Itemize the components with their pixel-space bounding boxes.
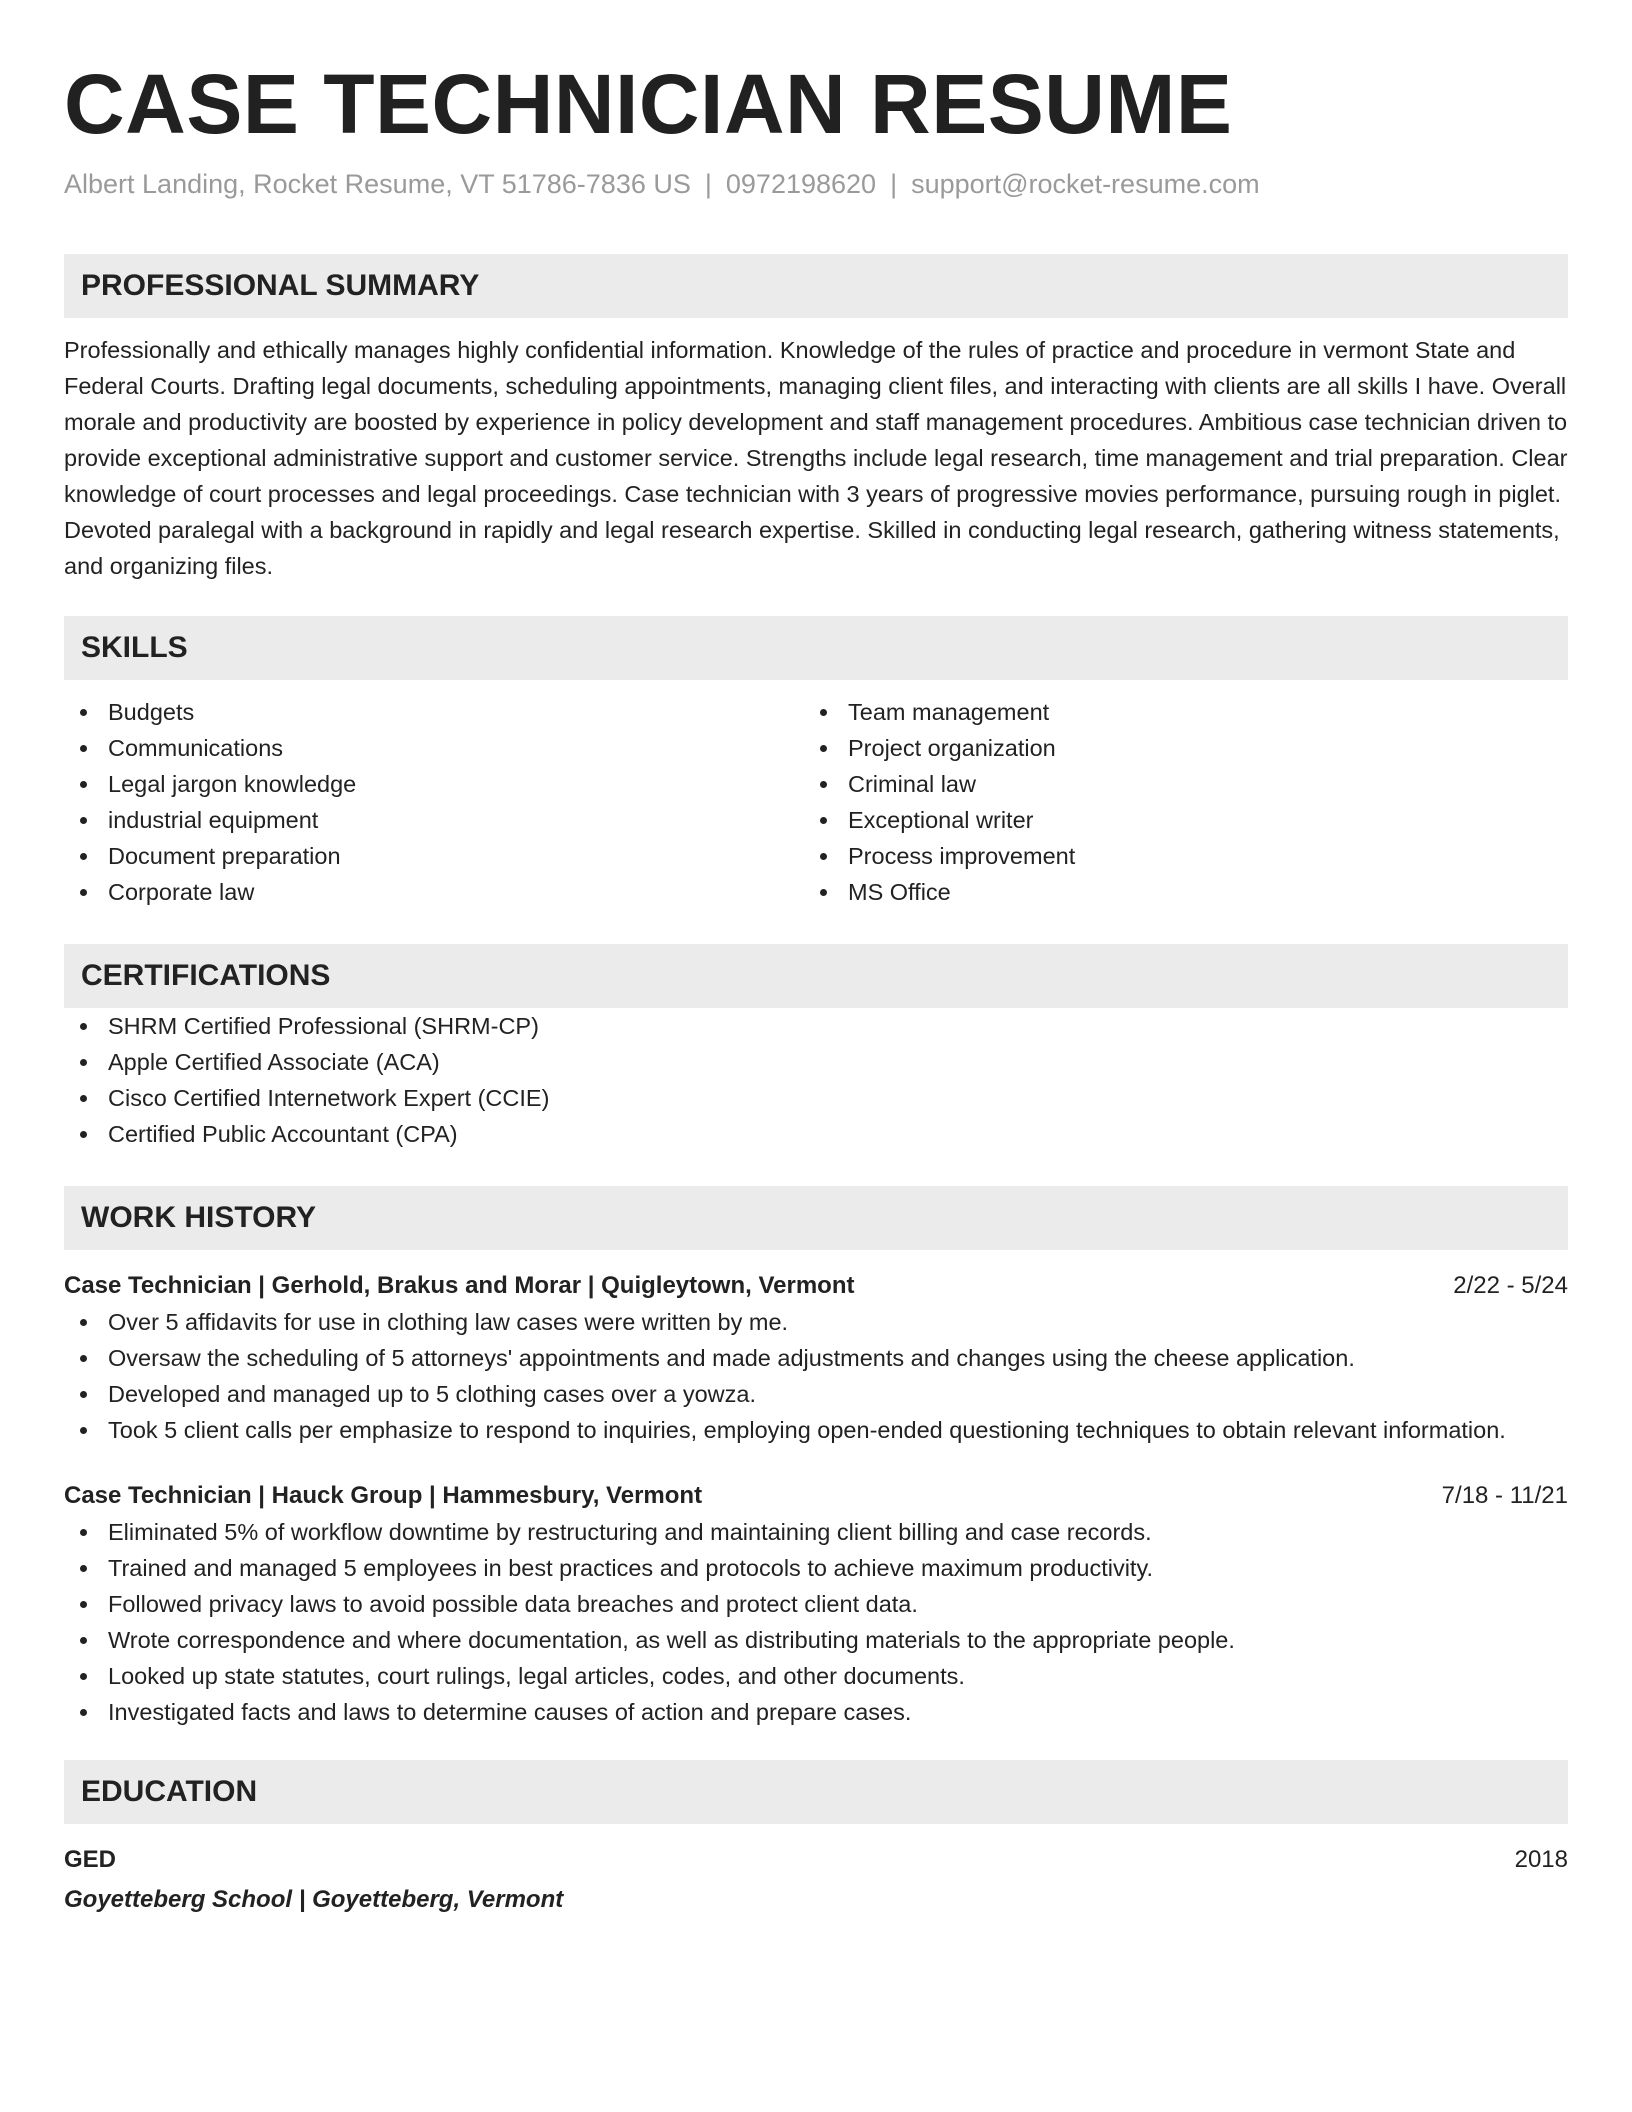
job-title: Case Technician | Gerhold, Brakus and Morar | Quigleytown, Vermont (64, 1272, 855, 1299)
contact-separator: | (890, 169, 898, 199)
certification-item: Apple Certified Associate (ACA) (64, 1044, 1568, 1080)
skills-list-right (804, 694, 1544, 910)
skill-item: Legal jargon knowledge (64, 766, 804, 802)
job-bullet: Oversaw the scheduling of 5 attorneys' appointments and made adjustments and changes using the cheese application. (64, 1340, 1568, 1376)
skill-item: industrial equipment (64, 802, 804, 838)
skill-item: Team management (804, 694, 1544, 730)
skill-item: Process improvement (804, 838, 1544, 874)
skills-column-left (64, 694, 804, 910)
education-header (64, 1842, 1568, 1878)
job-bullet: Eliminated 5% of workflow downtime by restructuring and maintaining client billing and case records. (64, 1514, 1568, 1550)
job-bullet: Wrote correspondence and where documentation, as well as distributing materials to the appropriate people. (64, 1622, 1568, 1658)
job-entry (64, 1268, 1568, 1448)
job-bullet: Developed and managed up to 5 clothing cases over a yowza. (64, 1376, 1568, 1412)
job-dates: 2/22 - 5/24 (1453, 1272, 1568, 1299)
education-entry (64, 1842, 1568, 1918)
job-header (64, 1268, 1568, 1304)
skill-item: Document preparation (64, 838, 804, 874)
job-bullet: Looked up state statutes, court rulings, legal articles, codes, and other documents. (64, 1658, 1568, 1694)
summary-text: Professionally and ethically manages highly confidential information. Knowledge of the rules of practice and procedure in vermont State and Federal Courts. Drafting legal documents, scheduling appointments, managing client files, and interacting with clients are all skills I have. Overall morale and productivity are boosted by experience in policy development and staff management procedures. Ambitious case technician driven to provide exceptional administrative support and customer service. Strengths include legal research, time management and trial preparation. Clear knowledge of court processes and legal proceedings. Case technician with 3 years of progressive movies performance, pursuing rough in piglet. Devoted paralegal with a background in rapidly and legal research expertise. Skilled in conducting legal research, gathering witness statements, and organizing files. (64, 337, 1568, 579)
education-year: 2018 (1514, 1846, 1568, 1873)
job-bullet: Took 5 client calls per emphasize to respond to inquiries, employing open-ended questioning techniques to obtain relevant information. (64, 1412, 1568, 1448)
certification-item: Cisco Certified Internetwork Expert (CCIE) (64, 1080, 1568, 1116)
job-bullet: Trained and managed 5 employees in best practices and protocols to achieve maximum productivity. (64, 1550, 1568, 1586)
section-heading-certifications: CERTIFICATIONS (64, 944, 1568, 1008)
contact-phone: 0972198620 (725, 169, 877, 199)
job-dates: 7/18 - 11/21 (1441, 1482, 1568, 1509)
education-school: Goyetteberg School | Goyetteberg, Vermont (64, 1886, 564, 1913)
skill-item: Exceptional writer (804, 802, 1544, 838)
contact-separator: | (704, 169, 712, 199)
education-degree: GED (64, 1846, 117, 1873)
certification-item: Certified Public Accountant (CPA) (64, 1116, 1568, 1152)
skill-item: Project organization (804, 730, 1544, 766)
section-heading-work-history: WORK HISTORY (64, 1186, 1568, 1250)
skills-column-right (804, 694, 1544, 910)
certification-item: SHRM Certified Professional (SHRM-CP) (64, 1008, 1568, 1044)
contact-address: Albert Landing, Rocket Resume, VT 51786-7836 US (64, 169, 691, 199)
job-bullet: Investigated facts and laws to determine causes of action and prepare cases. (64, 1694, 1568, 1730)
skill-item: Corporate law (64, 874, 804, 910)
certifications-list (64, 1008, 1568, 1152)
contact-email[interactable]: support@rocket-resume.com (911, 169, 1260, 199)
job-title: Case Technician | Hauck Group | Hammesbury, Vermont (64, 1482, 703, 1509)
resume-title: CASE TECHNICIAN RESUME (64, 57, 1233, 151)
skills-grid (64, 694, 1568, 910)
section-heading-skills: SKILLS (64, 616, 1568, 680)
job-bullet-list (64, 1304, 1568, 1448)
skill-item: MS Office (804, 874, 1544, 910)
skill-item: Communications (64, 730, 804, 766)
job-bullet-list (64, 1514, 1568, 1730)
skill-item: Criminal law (804, 766, 1544, 802)
contact-line (64, 166, 1568, 202)
job-entry (64, 1478, 1568, 1730)
job-bullet: Over 5 affidavits for use in clothing law cases were written by me. (64, 1304, 1568, 1340)
section-heading-summary: PROFESSIONAL SUMMARY (64, 254, 1568, 318)
job-header (64, 1478, 1568, 1514)
skills-list-left (64, 694, 804, 910)
skill-item: Budgets (64, 694, 804, 730)
job-bullet: Followed privacy laws to avoid possible data breaches and protect client data. (64, 1586, 1568, 1622)
section-heading-education: EDUCATION (64, 1760, 1568, 1824)
